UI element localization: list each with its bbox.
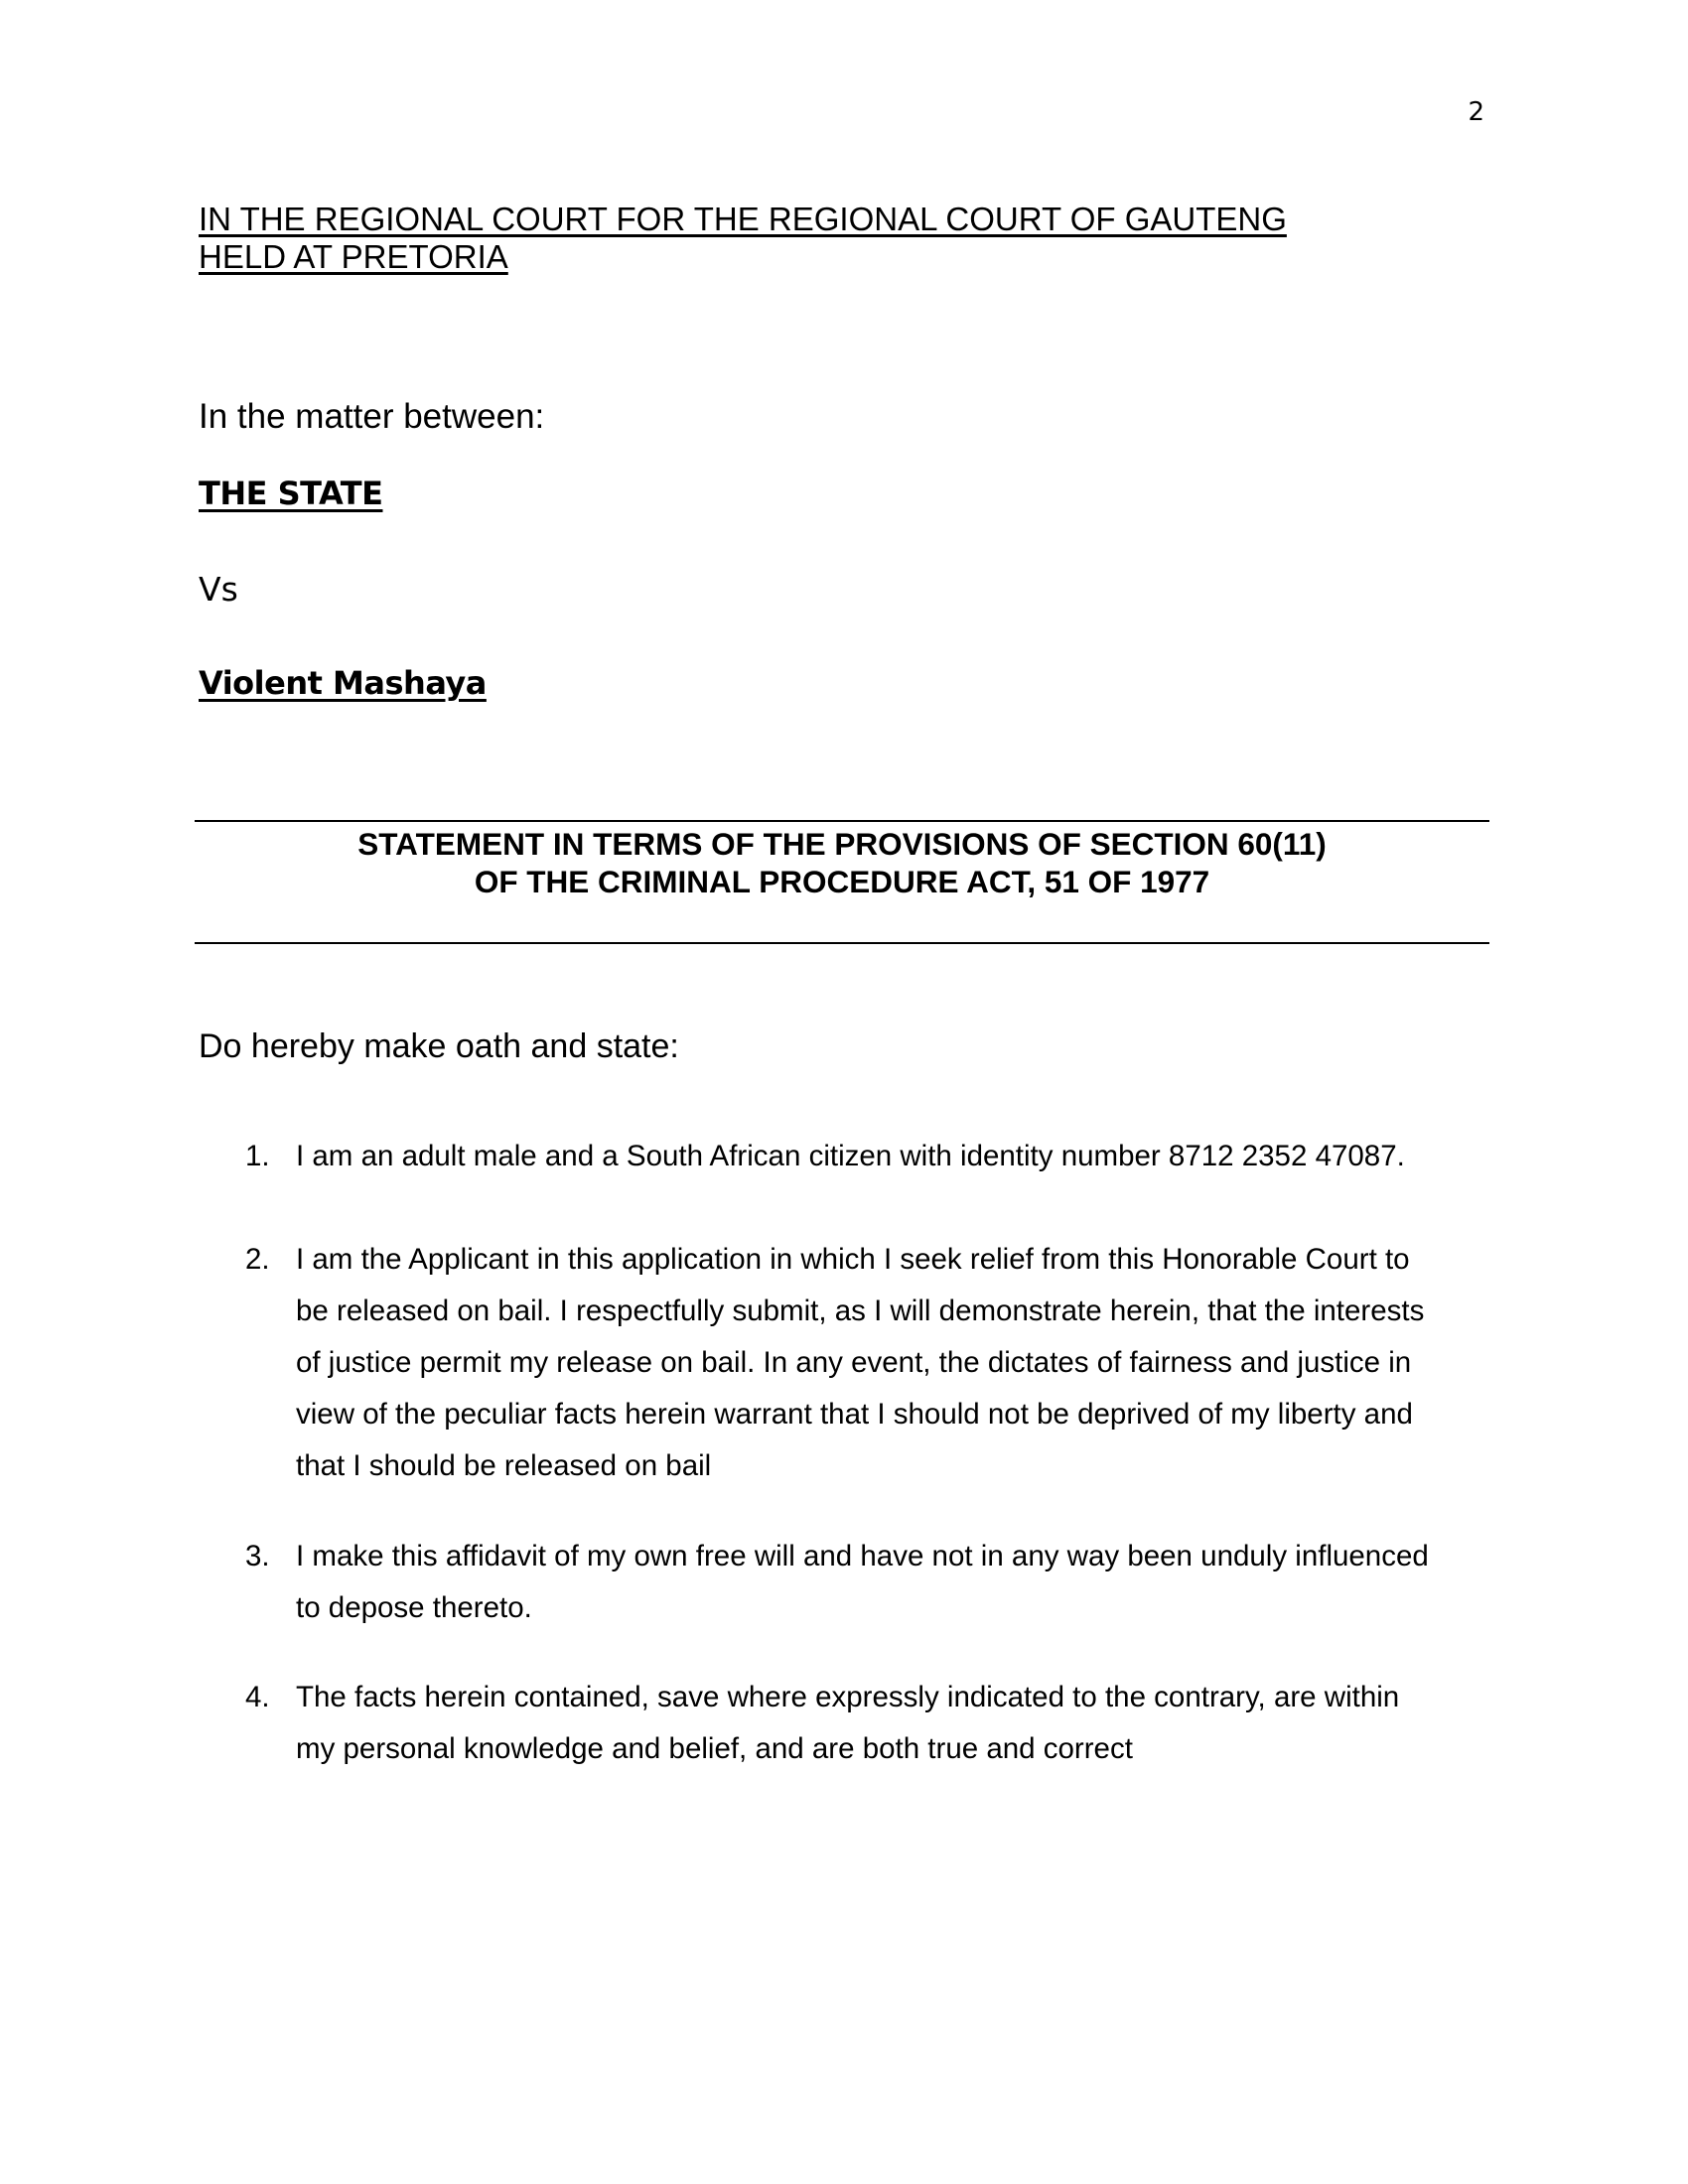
- paragraph-number: 1.: [245, 1140, 270, 1172]
- paragraph-number: 3.: [245, 1540, 270, 1572]
- court-heading-line-2: HELD AT PRETORIA: [199, 238, 508, 275]
- paragraph-line: that I should be released on bail: [296, 1449, 712, 1482]
- statement-title: [195, 825, 1489, 900]
- paragraph-body: [296, 1131, 1489, 1182]
- statement-title-line-2: OF THE CRIMINAL PROCEDURE ACT, 51 OF 1977: [474, 864, 1210, 899]
- numbered-paragraph-4: [199, 1672, 1489, 1775]
- paragraph-number: 2.: [245, 1243, 270, 1276]
- matter-intro: In the matter between:: [199, 397, 545, 436]
- divider-bottom: [195, 942, 1489, 944]
- paragraph-body: [296, 1672, 1489, 1775]
- paragraph-line: be released on bail. I respectfully submit, as I will demonstrate herein, that the interests: [296, 1295, 1425, 1327]
- paragraph-body: [296, 1531, 1489, 1634]
- paragraph-line: I am an adult male and a South African citizen with identity number 8712 2352 47087.: [296, 1140, 1405, 1172]
- versus-label: Vs: [199, 570, 238, 609]
- numbered-paragraph-1: [199, 1131, 1489, 1182]
- court-heading: [199, 201, 1287, 276]
- paragraph-line: my personal knowledge and belief, and are both true and correct: [296, 1732, 1133, 1765]
- paragraph-line: to depose thereto.: [296, 1591, 532, 1624]
- party-the-state: THE STATE: [199, 475, 383, 512]
- paragraph-line: of justice permit my release on bail. In any event, the dictates of fairness and justice in: [296, 1346, 1412, 1379]
- paragraph-line: I am the Applicant in this application in which I seek relief from this Honorable Court to: [296, 1243, 1410, 1276]
- statement-title-line-1: STATEMENT IN TERMS OF THE PROVISIONS OF SECTION 60(11): [357, 826, 1327, 862]
- paragraph-number: 4.: [245, 1681, 270, 1713]
- paragraph-body: [296, 1234, 1489, 1492]
- party-accused: Violent Mashaya: [199, 664, 487, 702]
- oath-line: Do hereby make oath and state:: [199, 1027, 679, 1065]
- court-heading-line-1: IN THE REGIONAL COURT FOR THE REGIONAL COURT OF GAUTENG: [199, 201, 1287, 237]
- page-number: 2: [1468, 97, 1484, 127]
- numbered-paragraph-2: [199, 1234, 1489, 1492]
- divider-top: [195, 820, 1489, 822]
- paragraph-line: The facts herein contained, save where expressly indicated to the contrary, are within: [296, 1681, 1400, 1713]
- paragraph-line: view of the peculiar facts herein warrant that I should not be deprived of my liberty and: [296, 1398, 1413, 1431]
- paragraph-line: I make this affidavit of my own free will and have not in any way been unduly influenced: [296, 1540, 1429, 1572]
- numbered-paragraph-3: [199, 1531, 1489, 1634]
